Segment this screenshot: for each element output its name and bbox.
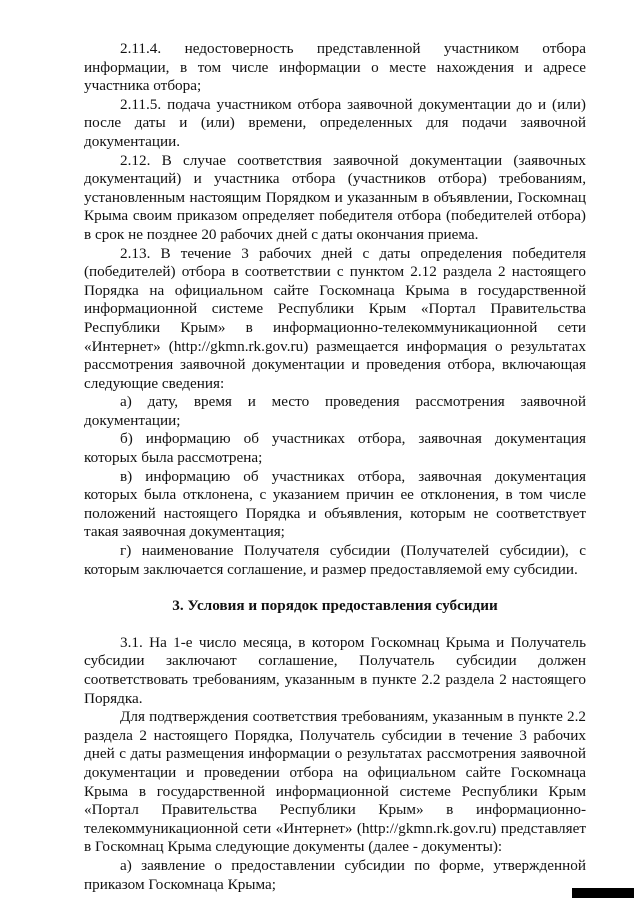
paragraph-confirmation: Для подтверждения соответствия требованиям, указанным в пункте 2.2 раздела 2 настоящего Порядка, Получатель субсидии в течение 3 рабочих дней с даты размещения информации о результатах рассмотрения заявочной документации и проведении отбора на официальном сайте Госкомнаца Крыма в государственной информационной системе Республики Крым «Портал Правительства Республики Крым» в информационно-телекоммуникационной сети «Интернет» (http://gkmn.rk.gov.ru) представляет в Госкомнац Крыма следующие документы (далее - документы): <box>84 708 586 856</box>
list-item-g: г) наименование Получателя субсидии (Получателей субсидии), с которым заключается соглашение, и размер предоставляемой ему субсидии. <box>84 542 586 578</box>
paragraph-2-13: 2.13. В течение 3 рабочих дней с даты определения победителя (победителей) отбора в соответствии с пунктом 2.12 раздела 2 настоящего Порядка на официальном сайте Госкомнаца Крыма в государственной информационной системе Республики Крым «Портал Правительства Республики Крым» в информационно-телекоммуникационной сети «Интернет» (http://gkmn.rk.gov.ru) размещается информация о результатах рассмотрения заявочной документации и проведения отбора, включающая следующие сведения: <box>84 244 586 392</box>
paragraph-3-1: 3.1. На 1-е число месяца, в котором Госкомнац Крыма и Получатель субсидии заключают соглашение, Получатель субсидии должен соответствовать требованиям, указанным в пункте 2.2 раздела 2 настоящего Порядка. <box>84 633 586 707</box>
paragraph-2-11-5: 2.11.5. подача участником отбора заявочной документации до и (или) после даты и (или) времени, определенных для подачи заявочной документации. <box>84 95 586 150</box>
list-item-b: б) информацию об участниках отбора, заявочная документация которых была рассмотрена; <box>84 430 586 467</box>
paragraph-2-11-4: 2.11.4. недостоверность представленной участником отбора информации, в том числе информации о месте нахождения и адресе участника отбора; <box>84 40 586 95</box>
paragraph-2-12: 2.12. В случае соответствия заявочной документации (заявочных документаций) и участника отбора (участников отбора) требованиям, установленным настоящим Порядком и указанным в объявлении, Госкомнац Крыма своим приказом определяет победителя отбора (победителей отбора) в срок не позднее 20 рабочих дней с даты окончания приема. <box>84 151 586 243</box>
list-item-a: а) дату, время и место проведения рассмотрения заявочной документации; <box>84 393 586 429</box>
document-page <box>84 40 586 894</box>
list-item-v: в) информацию об участниках отбора, заявочная документация которых была отклонена, с указанием причин ее отклонения, в том числе положений настоящего Порядка и объявления, которым не соответствует такая заявочная документация; <box>84 467 586 541</box>
list-item-a-application: а) заявление о предоставлении субсидии по форме, утвержденной приказом Госкомнаца Крыма; <box>84 856 586 893</box>
scan-edge-mark <box>572 888 634 898</box>
section-heading: 3. Условия и порядок предоставления субсидии <box>172 597 498 615</box>
